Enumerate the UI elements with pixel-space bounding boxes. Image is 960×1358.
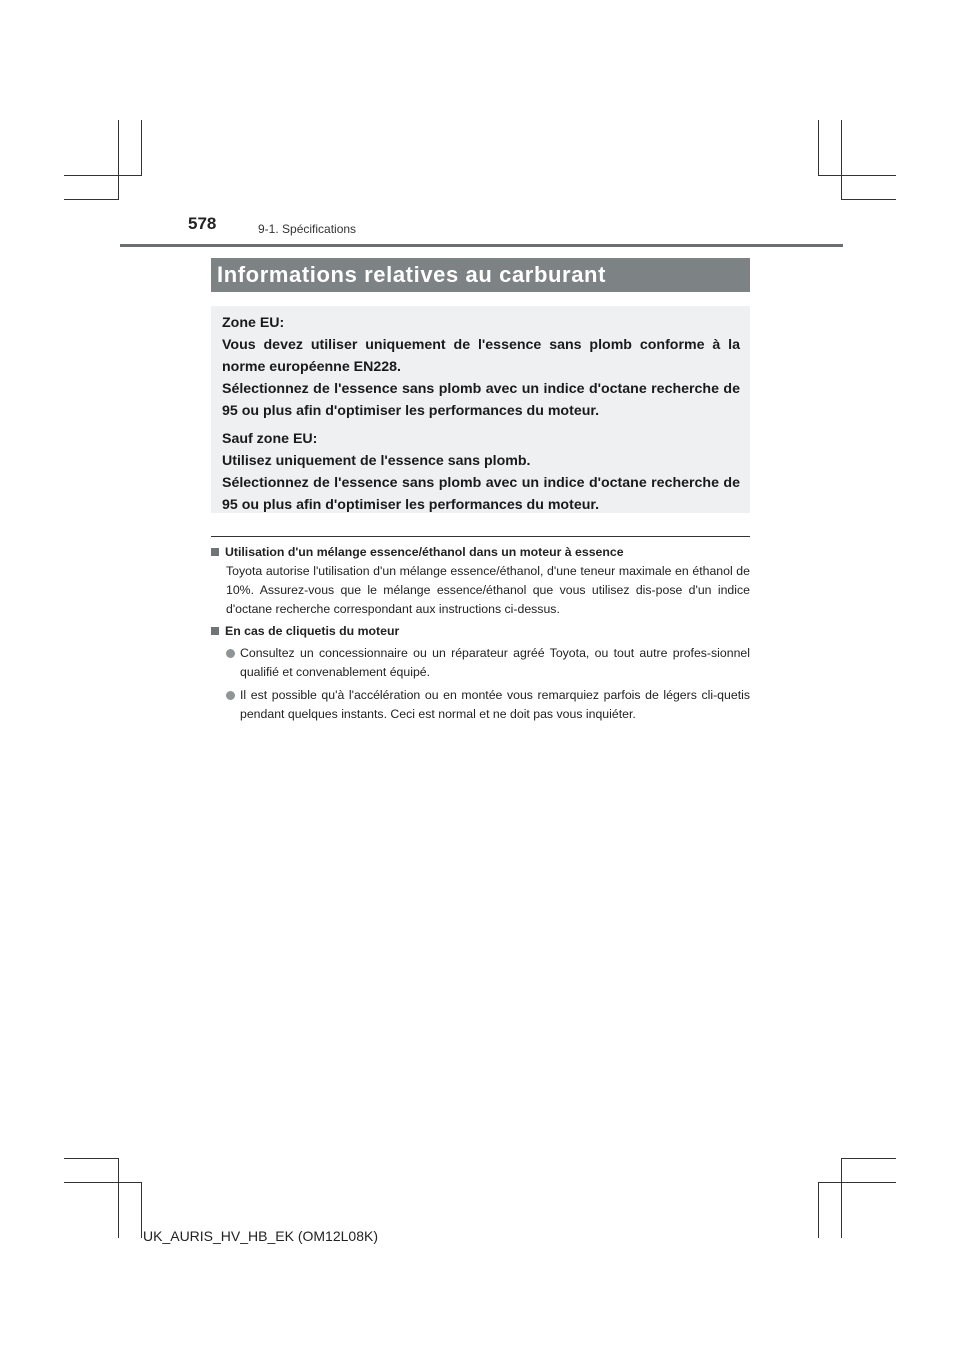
crop-mark bbox=[64, 199, 119, 200]
list-item-text: Consultez un concessionnaire ou un réparateur agréé Toyota, ou tout autre profes-sionnel qualifié et convenablement équipé. bbox=[240, 646, 750, 679]
ethanol-body: Toyota autorise l'utilisation d'un mélange essence/éthanol, d'une teneur maximale en éthanol de 10%. Assurez-vous que le mélange essence/éthanol que vous utilisez dis-pose d'un indice d'octane recherche correspondant aux instructions ci-dessus. bbox=[226, 564, 750, 616]
crop-mark bbox=[818, 1182, 896, 1183]
header-divider bbox=[120, 244, 843, 247]
square-bullet-icon bbox=[211, 627, 219, 635]
crop-mark bbox=[118, 1158, 119, 1238]
ethanol-note bbox=[211, 543, 750, 619]
crop-mark bbox=[818, 175, 896, 176]
footer-code: UK_AURIS_HV_HB_EK (OM12L08K) bbox=[143, 1228, 378, 1244]
knock-heading bbox=[211, 622, 750, 641]
zone-eu-text: Vous devez utiliser uniquement de l'essence sans plomb conforme à la norme européenne EN228. bbox=[222, 337, 740, 375]
ethanol-heading-text: Utilisation d'un mélange essence/éthanol dans un moteur à essence bbox=[225, 545, 624, 559]
other-zone-label: Sauf zone EU: bbox=[222, 431, 318, 447]
list-item-text: Il est possible qu'à l'accélération ou en montée vous remarquiez parfois de légers cli-quetis pendant quelques instants. Ceci est normal et ne doit pas vous inquiéter. bbox=[240, 688, 750, 721]
section-title: 9-1. Spécifications bbox=[258, 222, 357, 236]
crop-mark bbox=[141, 120, 142, 176]
crop-mark bbox=[141, 1182, 142, 1238]
zone-eu-label: Zone EU: bbox=[222, 315, 285, 331]
list-item bbox=[211, 686, 750, 724]
crop-mark bbox=[118, 120, 119, 200]
crop-mark bbox=[64, 175, 142, 176]
ethanol-heading bbox=[211, 543, 750, 562]
crop-mark bbox=[841, 1158, 842, 1238]
square-bullet-icon bbox=[211, 548, 219, 556]
crop-mark bbox=[841, 1158, 896, 1159]
round-bullet-icon bbox=[226, 691, 235, 700]
crop-mark bbox=[841, 120, 842, 200]
crop-mark bbox=[64, 1158, 119, 1159]
crop-mark bbox=[818, 120, 819, 176]
knock-note bbox=[211, 622, 750, 724]
page-number: 578 bbox=[188, 214, 217, 233]
crop-mark bbox=[64, 1182, 142, 1183]
other-zone-octane-text: Sélectionnez de l'essence sans plomb avec un indice d'octane recherche de 95 ou plus afin d'optimiser les performances du moteur. bbox=[222, 475, 740, 513]
zone-eu-octane-text: Sélectionnez de l'essence sans plomb avec un indice d'octane recherche de 95 ou plus afin d'optimiser les performances du moteur. bbox=[222, 381, 740, 419]
crop-mark bbox=[818, 1182, 819, 1238]
crop-mark bbox=[841, 199, 896, 200]
list-item bbox=[211, 644, 750, 682]
page-title: Informations relatives au carburant bbox=[211, 258, 750, 292]
notes-divider bbox=[211, 536, 750, 537]
round-bullet-icon bbox=[226, 649, 235, 658]
other-zone-text: Utilisez uniquement de l'essence sans plomb. bbox=[222, 453, 531, 469]
knock-heading-text: En cas de cliquetis du moteur bbox=[225, 624, 400, 638]
fuel-info-box bbox=[211, 306, 750, 513]
